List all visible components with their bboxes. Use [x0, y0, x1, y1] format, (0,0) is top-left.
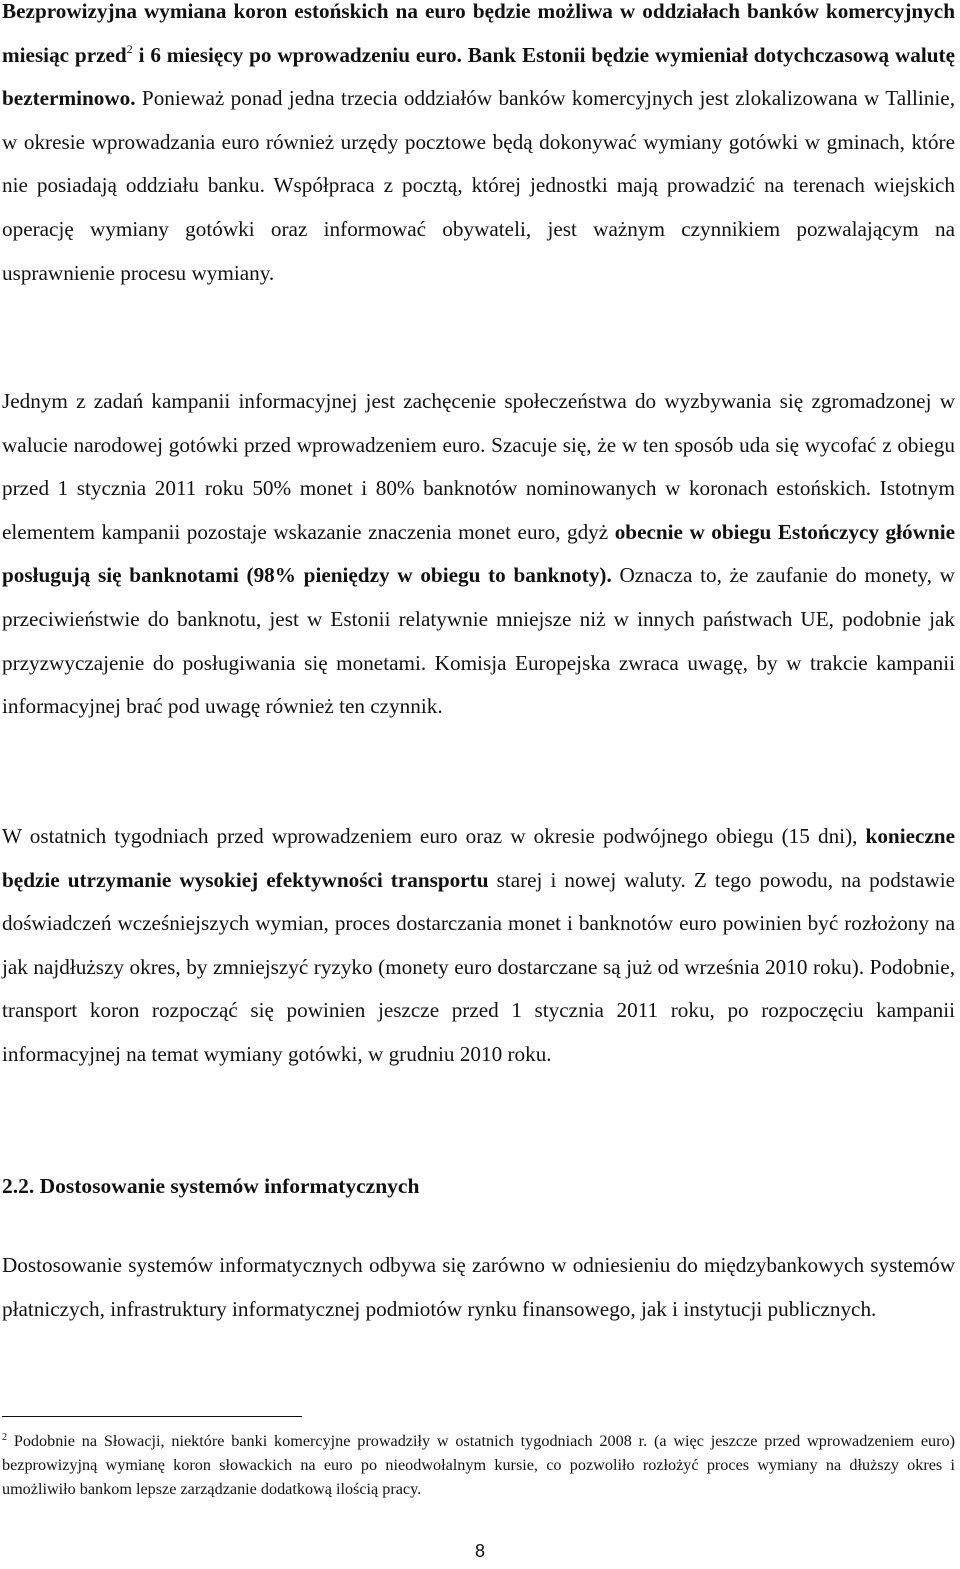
footnote-reference[interactable]: 2 [126, 41, 133, 56]
section-heading: 2.2. Dostosowanie systemów informatycznych [2, 1174, 420, 1198]
bold-text-exchange-period: Bezprowizyjna wymiana koron estońskich na euro będzie możliwa w oddziałach banków komercyjnych miesiąc przed [2, 0, 955, 67]
paragraph-transport [2, 815, 955, 1077]
text-delivery-process: starej i nowej waluty. Z tego powodu, na podstawie doświadczeń wcześniejszych wymian, proces dostarczania monet i banknotów euro powinien być rozłożony na jak najdłuższy okres, by zmniejszyć ryzyko (monety euro dostarczane są już od września 2010 roku). Podobnie, transport koron rozpocząć się powinien jeszcze przed 1 stycznia 2011 roku, po rozpoczęciu kampanii informacyjnej na temat wymiany gotówki, w grudniu 2010 roku. [2, 867, 955, 1066]
paragraph-euro-exchange-banks [2, 0, 955, 295]
bold-text-bank-of-estonia: i 6 miesięcy po wprowadzeniu euro. Bank Estonii będzie wymieniał dotychczasową walutę bezterminowo. [2, 42, 955, 111]
bold-text-banknotes-share: obecnie w obiegu Estończycy głównie posługują się banknotami (98% pieniędzy w obiegu to banknoty). [2, 519, 956, 588]
text-campaign-start: Jednym z zadań kampanii informacyjnej jest zachęcenie społeczeństwa do wyzbywania się zgromadzonej w walucie narodowej gotówki przed wprowadzeniem euro. Szacuje się, że w ten sposób uda się wycofać z obiegu przed 1 stycznia 2011 roku 50% monet i 80% banknotów nominowanych w koronach estońskich. Istotnym elementem kampanii pozostaje wskazanie znaczenia monet euro, gdyż [2, 389, 955, 544]
footnote [2, 1430, 955, 1501]
footnote-text: Podobnie na Słowacji, niektóre banki komercyjne prowadziły w ostatnich tygodniach 2008 r. (a więc jeszcze przed wprowadzeniem euro) bezprowizyjną wymianę koron słowackich na euro po nieodwołalnym kursie, co pozwoliło rozłożyć proces wymiany na dłuższy okres i umożliwiło bankom lepsze zarządzanie dodatkową ilością pracy. [2, 1432, 955, 1498]
paragraph-information-campaign [2, 380, 955, 729]
bold-text-transport-efficiency: konieczne będzie utrzymanie wysokiej efektywności transportu [2, 824, 955, 892]
paragraph-it-systems: Dostosowanie systemów informatycznych odbywa się zarówno w odniesieniu do międzybankowych systemów płatniczych, infrastruktury informatycznej podmiotów rynku finansowego, jak i instytucji publicznych. [2, 1253, 955, 1321]
footnote-marker: 2 [2, 1432, 7, 1443]
footnote-divider [2, 1416, 302, 1417]
text-coin-trust: Oznacza to, że zaufanie do monety, w przeciwieństwie do banknotu, jest w Estonii relatywnie mniejsze niż w innych państwach UE, podobnie jak przyzwyczajenie do posługiwania się monetami. Komisja Europejska zwraca uwagę, by w trakcie kampanii informacyjnej brać pod uwagę również ten czynnik. [2, 563, 955, 719]
text-post-offices: Ponieważ ponad jedna trzecia oddziałów banków komercyjnych jest zlokalizowana w Tallinie, w okresie wprowadzania euro również urzędy pocztowe będą dokonywać wymiany gotówki w gminach, które nie posiadają oddziału banku. Współpraca z pocztą, której jednostki mają prowadzić na terenach wiejskich operację wymiany gotówki oraz informować obywateli, jest ważnym czynnikiem pozwalającym na usprawnienie procesu wymiany. [2, 86, 955, 285]
text-dual-circulation: W ostatnich tygodniach przed wprowadzeniem euro oraz w okresie podwójnego obiegu (15 dni), [2, 824, 866, 848]
page-number: 8 [474, 1541, 485, 1561]
